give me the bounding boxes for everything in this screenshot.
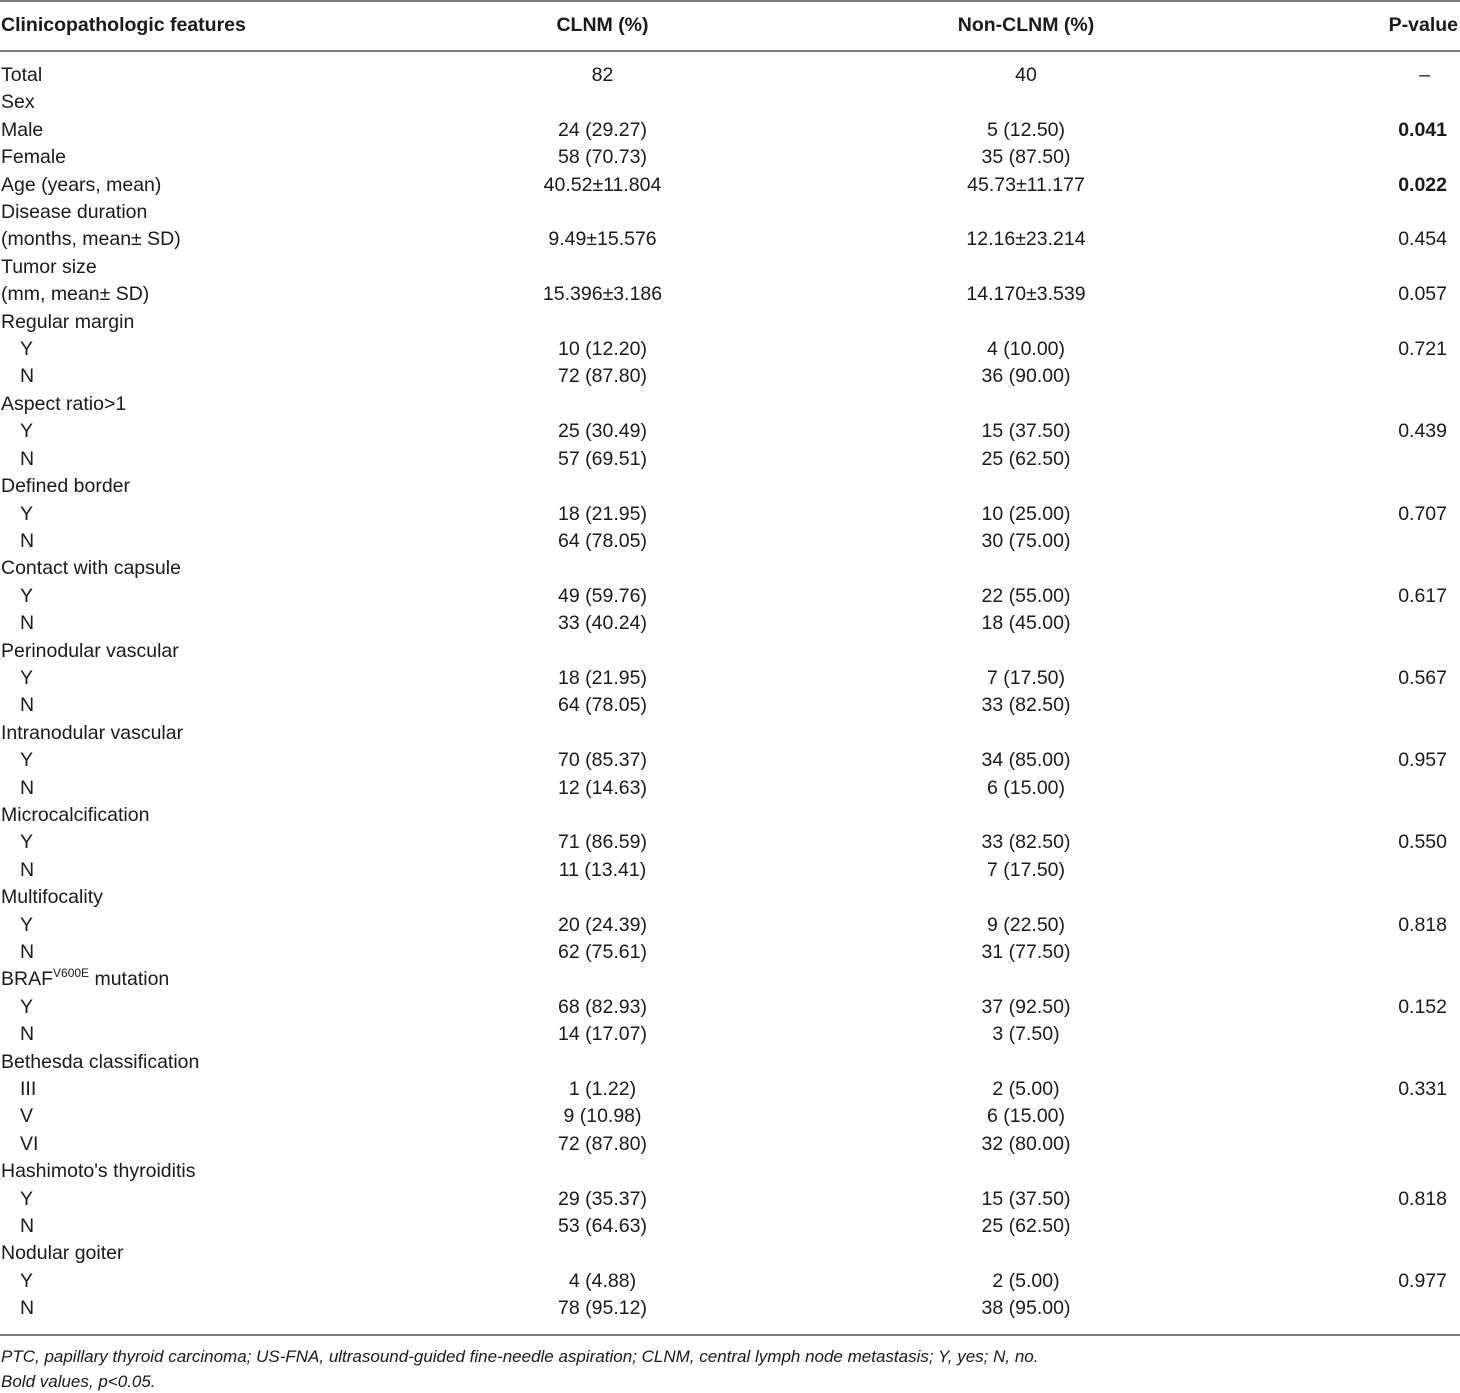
non-clnm-cell: 9 (22.50) bbox=[986, 913, 1066, 936]
non-clnm-cell: 40 bbox=[1015, 64, 1037, 86]
feature-cell: V bbox=[20, 1105, 34, 1128]
feature-cell: N bbox=[20, 1297, 35, 1320]
p-value-cell: 0.707 bbox=[1398, 502, 1447, 525]
non-clnm-cell: 30 (75.00) bbox=[981, 529, 1071, 552]
clnm-cell bbox=[390, 199, 815, 226]
table-row bbox=[0, 720, 1460, 747]
non-clnm-cell bbox=[815, 254, 1237, 281]
clnm-cell bbox=[390, 1158, 815, 1185]
p-value-cell: – bbox=[1419, 64, 1430, 86]
clnm-cell: 20 (24.39) bbox=[558, 913, 647, 936]
clnm-cell: 14 (17.07) bbox=[558, 1023, 647, 1046]
feature-cell: Bethesda classification bbox=[1, 1050, 200, 1073]
table-header bbox=[0, 0, 1460, 51]
p-value-cell: 0.567 bbox=[1398, 666, 1447, 689]
p-value-cell bbox=[1237, 857, 1460, 884]
feature-cell: Contact with capsule bbox=[1, 557, 181, 580]
clnm-cell bbox=[390, 884, 815, 911]
table-row bbox=[0, 446, 1460, 473]
table-row bbox=[0, 939, 1460, 966]
table-bottom-rule bbox=[0, 1334, 1460, 1336]
table-row bbox=[0, 1268, 1460, 1295]
p-value-cell: 0.818 bbox=[1398, 913, 1447, 936]
p-value-cell: 0.331 bbox=[1398, 1078, 1447, 1101]
clnm-cell bbox=[390, 309, 815, 336]
table-row bbox=[0, 829, 1460, 856]
p-value-cell: 0.439 bbox=[1398, 420, 1447, 443]
header-features: Clinicopathologic features bbox=[1, 14, 246, 36]
header-clnm: CLNM (%) bbox=[556, 14, 649, 36]
feature-cell: N bbox=[20, 447, 35, 470]
table-row bbox=[0, 1049, 1460, 1076]
table-row bbox=[0, 555, 1460, 582]
feature-cell: Nodular goiter bbox=[1, 1242, 124, 1265]
clnm-cell bbox=[390, 1049, 815, 1076]
clnm-cell: 1 (1.22) bbox=[568, 1078, 637, 1101]
non-clnm-cell: 38 (95.00) bbox=[981, 1297, 1071, 1320]
p-value-cell bbox=[1237, 1158, 1460, 1185]
table-row bbox=[0, 857, 1460, 884]
feature-cell: Y bbox=[20, 831, 34, 854]
header-non-clnm: Non-CLNM (%) bbox=[957, 14, 1095, 36]
clnm-cell: 53 (64.63) bbox=[558, 1215, 647, 1238]
table-row bbox=[0, 363, 1460, 390]
feature-cell: N bbox=[20, 858, 35, 881]
clnm-cell bbox=[390, 720, 815, 747]
non-clnm-cell: 25 (62.50) bbox=[981, 1215, 1071, 1238]
clnm-cell: 72 (87.80) bbox=[558, 365, 647, 388]
table-row bbox=[0, 638, 1460, 665]
non-clnm-cell bbox=[815, 1049, 1237, 1076]
clnm-cell: 64 (78.05) bbox=[558, 694, 647, 717]
clnm-cell: 12 (14.63) bbox=[558, 776, 647, 799]
p-value-cell bbox=[1237, 1049, 1460, 1076]
table-body bbox=[0, 51, 1460, 1323]
feature-cell: Aspect ratio>1 bbox=[1, 392, 127, 415]
p-value-cell bbox=[1237, 1295, 1460, 1322]
table-row bbox=[0, 336, 1460, 363]
clnm-cell: 9 (10.98) bbox=[563, 1105, 642, 1128]
feature-cell: Hashimoto's thyroiditis bbox=[1, 1160, 196, 1183]
feature-cell: Male bbox=[1, 118, 44, 141]
p-value-cell bbox=[1237, 446, 1460, 473]
feature-cell: Defined border bbox=[1, 475, 130, 498]
p-value-cell: 0.041 bbox=[1398, 118, 1447, 141]
clnm-cell: 24 (29.27) bbox=[558, 118, 647, 141]
non-clnm-cell: 18 (45.00) bbox=[981, 612, 1071, 635]
p-value-cell bbox=[1237, 473, 1460, 500]
table-row bbox=[0, 966, 1460, 993]
clnm-cell bbox=[390, 966, 815, 993]
non-clnm-cell: 32 (80.00) bbox=[981, 1132, 1071, 1155]
clnm-cell bbox=[390, 473, 815, 500]
table-row bbox=[0, 172, 1460, 199]
p-value-cell bbox=[1237, 1021, 1460, 1048]
non-clnm-cell bbox=[815, 199, 1237, 226]
table-row bbox=[0, 281, 1460, 308]
feature-cell: Tumor size bbox=[1, 255, 97, 278]
table-row bbox=[0, 199, 1460, 226]
p-value-cell bbox=[1237, 363, 1460, 390]
table-row bbox=[0, 1295, 1460, 1322]
table-row bbox=[0, 692, 1460, 719]
feature-cell: N bbox=[20, 365, 35, 388]
p-value-cell bbox=[1237, 199, 1460, 226]
non-clnm-cell: 33 (82.50) bbox=[981, 831, 1071, 854]
table-row bbox=[0, 1076, 1460, 1103]
clnm-cell: 72 (87.80) bbox=[558, 1132, 647, 1155]
table-row bbox=[0, 1186, 1460, 1213]
p-value-cell bbox=[1237, 1240, 1460, 1267]
non-clnm-cell: 2 (5.00) bbox=[992, 1269, 1060, 1292]
clnm-cell: 64 (78.05) bbox=[558, 529, 647, 552]
p-value-cell bbox=[1237, 638, 1460, 665]
feature-cell: N bbox=[20, 694, 35, 717]
p-value-cell bbox=[1237, 692, 1460, 719]
feature-cell: Regular margin bbox=[1, 310, 135, 333]
table-row bbox=[0, 391, 1460, 418]
feature-cell: Multifocality bbox=[1, 886, 103, 909]
clnm-cell: 15.396±3.186 bbox=[542, 283, 663, 306]
table-row bbox=[0, 665, 1460, 692]
table-row bbox=[0, 226, 1460, 253]
p-value-cell: 0.550 bbox=[1398, 831, 1447, 854]
feature-cell: Total bbox=[1, 64, 43, 86]
clnm-cell: 68 (82.93) bbox=[558, 995, 647, 1018]
p-value-cell: 0.152 bbox=[1398, 995, 1447, 1018]
non-clnm-cell bbox=[815, 391, 1237, 418]
non-clnm-cell bbox=[815, 966, 1237, 993]
clnm-cell: 57 (69.51) bbox=[558, 447, 647, 470]
feature-cell: Sex bbox=[1, 91, 35, 114]
clnm-cell bbox=[390, 1240, 815, 1267]
clnm-cell: 62 (75.61) bbox=[558, 941, 647, 963]
feature-cell: Y bbox=[20, 995, 34, 1018]
clnm-cell bbox=[390, 89, 815, 116]
p-value-cell: 0.957 bbox=[1398, 749, 1447, 772]
non-clnm-cell: 36 (90.00) bbox=[981, 365, 1071, 388]
feature-cell: Y bbox=[20, 749, 34, 772]
table-row bbox=[0, 62, 1460, 89]
feature-cell: Female bbox=[1, 146, 67, 169]
table-row bbox=[0, 501, 1460, 528]
p-value-cell bbox=[1237, 1213, 1460, 1240]
non-clnm-cell: 6 (15.00) bbox=[986, 1105, 1066, 1128]
p-value-cell: 0.057 bbox=[1398, 283, 1447, 306]
p-value-cell bbox=[1237, 884, 1460, 911]
table-row bbox=[0, 1158, 1460, 1185]
clnm-cell bbox=[390, 254, 815, 281]
table-row bbox=[0, 309, 1460, 336]
feature-cell: (months, mean± SD) bbox=[1, 228, 181, 251]
clnm-cell: 11 (13.41) bbox=[558, 858, 647, 881]
feature-cell: Y bbox=[20, 584, 34, 607]
table-row bbox=[0, 802, 1460, 829]
footnote-abbreviations: PTC, papillary thyroid carcinoma; US-FNA, ultrasound-guided fine-needle aspiration; CLNM, central lymph node metastasis; Y, yes; N, no. bbox=[1, 1347, 1039, 1366]
clnm-cell: 9.49±15.576 bbox=[548, 228, 657, 251]
non-clnm-cell: 34 (85.00) bbox=[981, 749, 1071, 772]
table-row bbox=[0, 144, 1460, 171]
clnm-cell: 18 (21.95) bbox=[558, 666, 647, 689]
table-row bbox=[0, 994, 1460, 1021]
table-row bbox=[0, 89, 1460, 116]
p-value-cell: 0.721 bbox=[1398, 338, 1447, 361]
non-clnm-cell: 7 (17.50) bbox=[986, 666, 1066, 689]
feature-cell: Y bbox=[20, 1187, 34, 1210]
table-row bbox=[0, 1213, 1460, 1240]
non-clnm-cell: 12.16±23.214 bbox=[966, 228, 1086, 251]
feature-cell bbox=[0, 966, 390, 993]
p-value-cell: 0.818 bbox=[1398, 1187, 1447, 1210]
table-row bbox=[0, 473, 1460, 500]
feature-cell: N bbox=[20, 776, 35, 799]
p-value-cell bbox=[1237, 391, 1460, 418]
p-value-cell bbox=[1237, 939, 1460, 966]
table-row bbox=[0, 912, 1460, 939]
table-row bbox=[0, 1131, 1460, 1158]
feature-suffix: mutation bbox=[89, 968, 170, 991]
clnm-cell: 78 (95.12) bbox=[558, 1297, 647, 1320]
clnm-cell: 71 (86.59) bbox=[558, 831, 647, 854]
p-value-cell bbox=[1237, 720, 1460, 747]
p-value-cell bbox=[1237, 1103, 1460, 1130]
feature-cell: N bbox=[20, 1215, 35, 1238]
footnote-bold-values: Bold values, p<0.05. bbox=[1, 1372, 156, 1391]
header-p-value: P-value bbox=[1388, 14, 1458, 36]
p-value-cell bbox=[1237, 966, 1460, 993]
table-row bbox=[0, 117, 1460, 144]
non-clnm-cell: 15 (37.50) bbox=[981, 420, 1071, 443]
clnm-cell bbox=[390, 391, 815, 418]
non-clnm-cell bbox=[815, 802, 1237, 829]
clnm-cell: 49 (59.76) bbox=[558, 584, 647, 607]
non-clnm-cell: 37 (92.50) bbox=[981, 995, 1071, 1018]
p-value-cell bbox=[1237, 555, 1460, 582]
non-clnm-cell bbox=[815, 309, 1237, 336]
non-clnm-cell: 10 (25.00) bbox=[981, 502, 1071, 525]
non-clnm-cell: 2 (5.00) bbox=[992, 1078, 1060, 1101]
feature-cell: N bbox=[20, 1023, 35, 1046]
non-clnm-cell: 31 (77.50) bbox=[981, 941, 1071, 963]
non-clnm-cell bbox=[815, 555, 1237, 582]
non-clnm-cell: 22 (55.00) bbox=[981, 584, 1071, 607]
feature-superscript: V600E bbox=[53, 966, 90, 981]
table-row bbox=[0, 884, 1460, 911]
feature-cell: III bbox=[20, 1078, 37, 1101]
clnm-cell: 40.52±11.804 bbox=[543, 173, 662, 196]
non-clnm-cell bbox=[815, 1240, 1237, 1267]
feature-cell: Disease duration bbox=[1, 201, 148, 224]
p-value-cell bbox=[1237, 528, 1460, 555]
clnm-cell bbox=[390, 802, 815, 829]
table-row bbox=[0, 775, 1460, 802]
clnm-cell: 4 (4.88) bbox=[568, 1269, 637, 1292]
non-clnm-cell bbox=[815, 473, 1237, 500]
non-clnm-cell: 5 (12.50) bbox=[986, 118, 1066, 141]
table-row bbox=[0, 418, 1460, 445]
non-clnm-cell: 45.73±11.177 bbox=[967, 173, 1085, 196]
p-value-cell bbox=[1237, 775, 1460, 802]
feature-cell: VI bbox=[20, 1132, 39, 1155]
clnm-cell: 10 (12.20) bbox=[558, 338, 647, 361]
clnm-cell: 70 (85.37) bbox=[558, 749, 647, 772]
clnm-cell: 25 (30.49) bbox=[558, 420, 647, 443]
feature-label: BRAF bbox=[1, 968, 54, 991]
non-clnm-cell: 7 (17.50) bbox=[986, 858, 1066, 881]
feature-cell: (mm, mean± SD) bbox=[1, 283, 150, 306]
clnm-cell: 58 (70.73) bbox=[558, 146, 647, 169]
p-value-cell: 0.617 bbox=[1398, 584, 1447, 607]
non-clnm-cell: 14.170±3.539 bbox=[966, 283, 1086, 306]
non-clnm-cell bbox=[815, 884, 1237, 911]
clnm-cell bbox=[390, 555, 815, 582]
non-clnm-cell bbox=[815, 638, 1237, 665]
feature-cell: Microcalcification bbox=[1, 803, 150, 826]
p-value-cell bbox=[1237, 802, 1460, 829]
p-value-cell bbox=[1237, 144, 1460, 171]
non-clnm-cell bbox=[815, 1158, 1237, 1185]
non-clnm-cell: 33 (82.50) bbox=[981, 694, 1071, 717]
non-clnm-cell: 25 (62.50) bbox=[981, 447, 1071, 470]
p-value-cell bbox=[1237, 309, 1460, 336]
feature-cell: Age (years, mean) bbox=[1, 173, 162, 196]
feature-cell: N bbox=[20, 941, 35, 963]
non-clnm-cell bbox=[815, 720, 1237, 747]
table-row bbox=[0, 1103, 1460, 1130]
non-clnm-cell bbox=[815, 89, 1237, 116]
clnm-cell: 33 (40.24) bbox=[558, 612, 647, 635]
table-row bbox=[0, 583, 1460, 610]
non-clnm-cell: 35 (87.50) bbox=[981, 146, 1071, 169]
table-row bbox=[0, 1240, 1460, 1267]
non-clnm-cell: 4 (10.00) bbox=[986, 338, 1066, 361]
p-value-cell bbox=[1237, 1131, 1460, 1158]
table-row bbox=[0, 528, 1460, 555]
p-value-cell: 0.454 bbox=[1398, 228, 1447, 251]
feature-cell: Y bbox=[20, 666, 34, 689]
clnm-cell: 82 bbox=[591, 64, 614, 86]
feature-cell: Y bbox=[20, 338, 34, 361]
non-clnm-cell: 6 (15.00) bbox=[986, 776, 1066, 799]
feature-cell: Y bbox=[20, 913, 34, 936]
feature-cell: Y bbox=[20, 420, 34, 443]
clnm-cell bbox=[390, 638, 815, 665]
feature-cell: Y bbox=[20, 502, 34, 525]
p-value-cell: 0.022 bbox=[1398, 173, 1447, 196]
table-row bbox=[0, 747, 1460, 774]
clnm-cell: 29 (35.37) bbox=[558, 1187, 647, 1210]
feature-cell: Perinodular vascular bbox=[1, 639, 179, 662]
feature-cell: N bbox=[20, 529, 35, 552]
p-value-cell: 0.977 bbox=[1398, 1269, 1447, 1292]
p-value-cell bbox=[1237, 610, 1460, 637]
non-clnm-cell: 3 (7.50) bbox=[992, 1023, 1060, 1046]
feature-cell: Intranodular vascular bbox=[1, 721, 184, 744]
feature-cell: N bbox=[20, 612, 35, 635]
table-row bbox=[0, 1021, 1460, 1048]
feature-cell: Y bbox=[20, 1269, 34, 1292]
clnm-cell: 18 (21.95) bbox=[558, 502, 647, 525]
table-row bbox=[0, 254, 1460, 281]
table-row bbox=[0, 610, 1460, 637]
p-value-cell bbox=[1237, 254, 1460, 281]
p-value-cell bbox=[1237, 89, 1460, 116]
non-clnm-cell: 15 (37.50) bbox=[981, 1187, 1071, 1210]
